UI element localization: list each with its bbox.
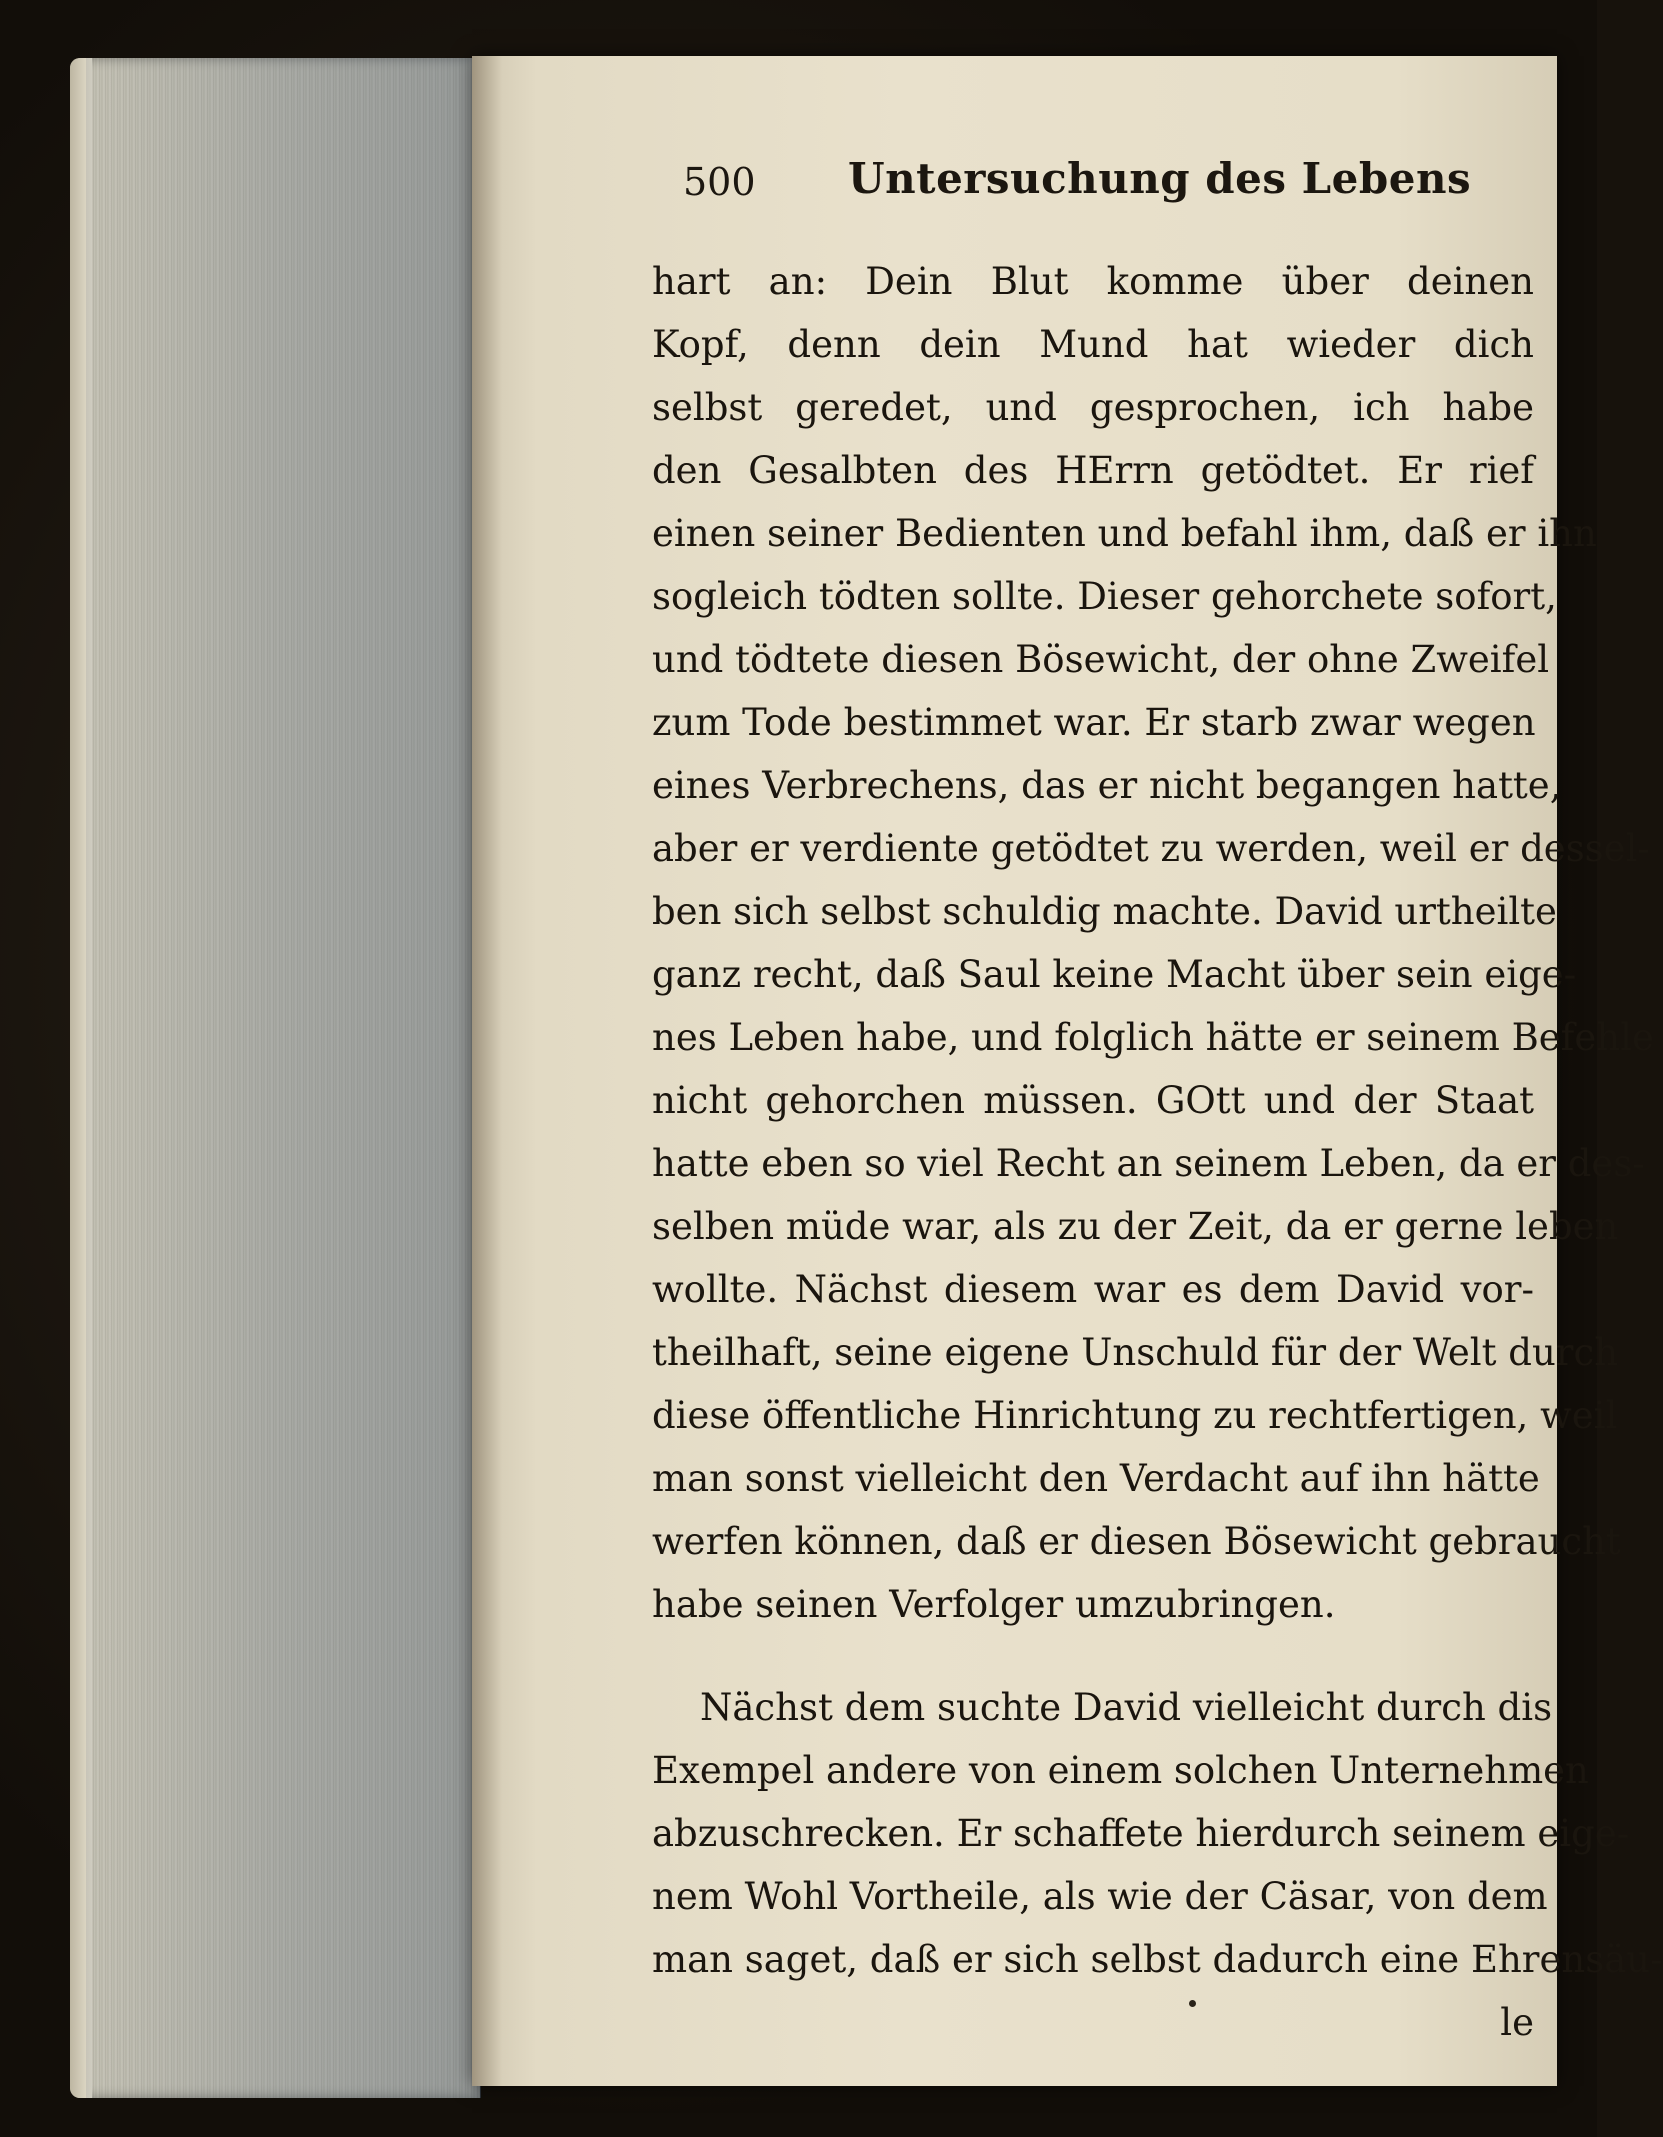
running-head: Untersuchung des Lebens (848, 154, 1472, 203)
text-line: habe seinen Verfolger umzubringen. (652, 1583, 1336, 1626)
gutter-shadow (472, 56, 502, 2086)
text-line: aber er verdiente getödtet zu werden, weil er dessel- (652, 827, 1650, 870)
page-edges-shade (86, 58, 481, 2098)
text-line: Nächst dem suchte David vielleicht durch dis (700, 1686, 1553, 1729)
ink-speck (1189, 2000, 1196, 2007)
text-line: hart an: Dein Blut komme über deinen (652, 260, 1534, 303)
text-line: den Gesalbten des HErrn getödtet. Er rief (652, 449, 1534, 492)
text-line: nem Wohl Vortheile, als wie der Cäsar, von dem (652, 1875, 1548, 1918)
text-line: eines Verbrechens, das er nicht begangen hatte, (652, 764, 1562, 807)
text-line: sogleich tödten sollte. Dieser gehorchete sofort, (652, 575, 1557, 618)
text-line: diese öffentliche Hinrichtung zu rechtfertigen, weil (652, 1394, 1618, 1437)
text-line: Exempel andere von einem solchen Unternehmen (652, 1749, 1589, 1792)
text-line: nicht gehorchen müssen. GOtt und der Staat (652, 1079, 1534, 1122)
text-line: hatte eben so viel Recht an seinem Leben, da er des- (652, 1142, 1645, 1185)
book-page-block (70, 58, 480, 2098)
text-line: werfen können, daß er diesen Bösewicht gebraucht (652, 1520, 1621, 1563)
paragraph-gap (652, 1636, 1534, 1676)
text-line: wollte. Nächst diesem war es dem David vor- (652, 1268, 1534, 1311)
text-line: abzuschrecken. Er schaffete hierdurch seinem eige- (652, 1812, 1630, 1855)
text-line: ben sich selbst schuldig machte. David urtheilte (652, 890, 1557, 933)
text-line: selbst geredet, und gesprochen, ich habe (652, 386, 1534, 429)
text-line: man sonst vielleicht den Verdacht auf ihn hätte (652, 1457, 1540, 1500)
page-number: 500 (683, 160, 756, 204)
text-line: und tödtete diesen Bösewicht, der ohne Zweifel (652, 638, 1550, 681)
text-line: zum Tode bestimmet war. Er starb zwar wegen (652, 701, 1536, 744)
catchword: le (1500, 2001, 1534, 2044)
text-line: selben müde war, als zu der Zeit, da er gerne leben (652, 1205, 1619, 1248)
text-line: einen seiner Bedienten und befahl ihm, daß er ihn (652, 512, 1597, 555)
text-line: nes Leben habe, und folglich hätte er seinem Befehle (652, 1016, 1654, 1059)
text-line: ganz recht, daß Saul keine Macht über sein eige- (652, 953, 1577, 996)
text-line: Kopf, denn dein Mund hat wieder dich (652, 323, 1534, 366)
body-text (652, 250, 1663, 2054)
text-line: theilhaft, seine eigene Unschuld für der Welt durch (652, 1331, 1619, 1374)
text-line: man saget, daß er sich selbst dadurch eine Ehrensäu- (652, 1938, 1663, 1981)
